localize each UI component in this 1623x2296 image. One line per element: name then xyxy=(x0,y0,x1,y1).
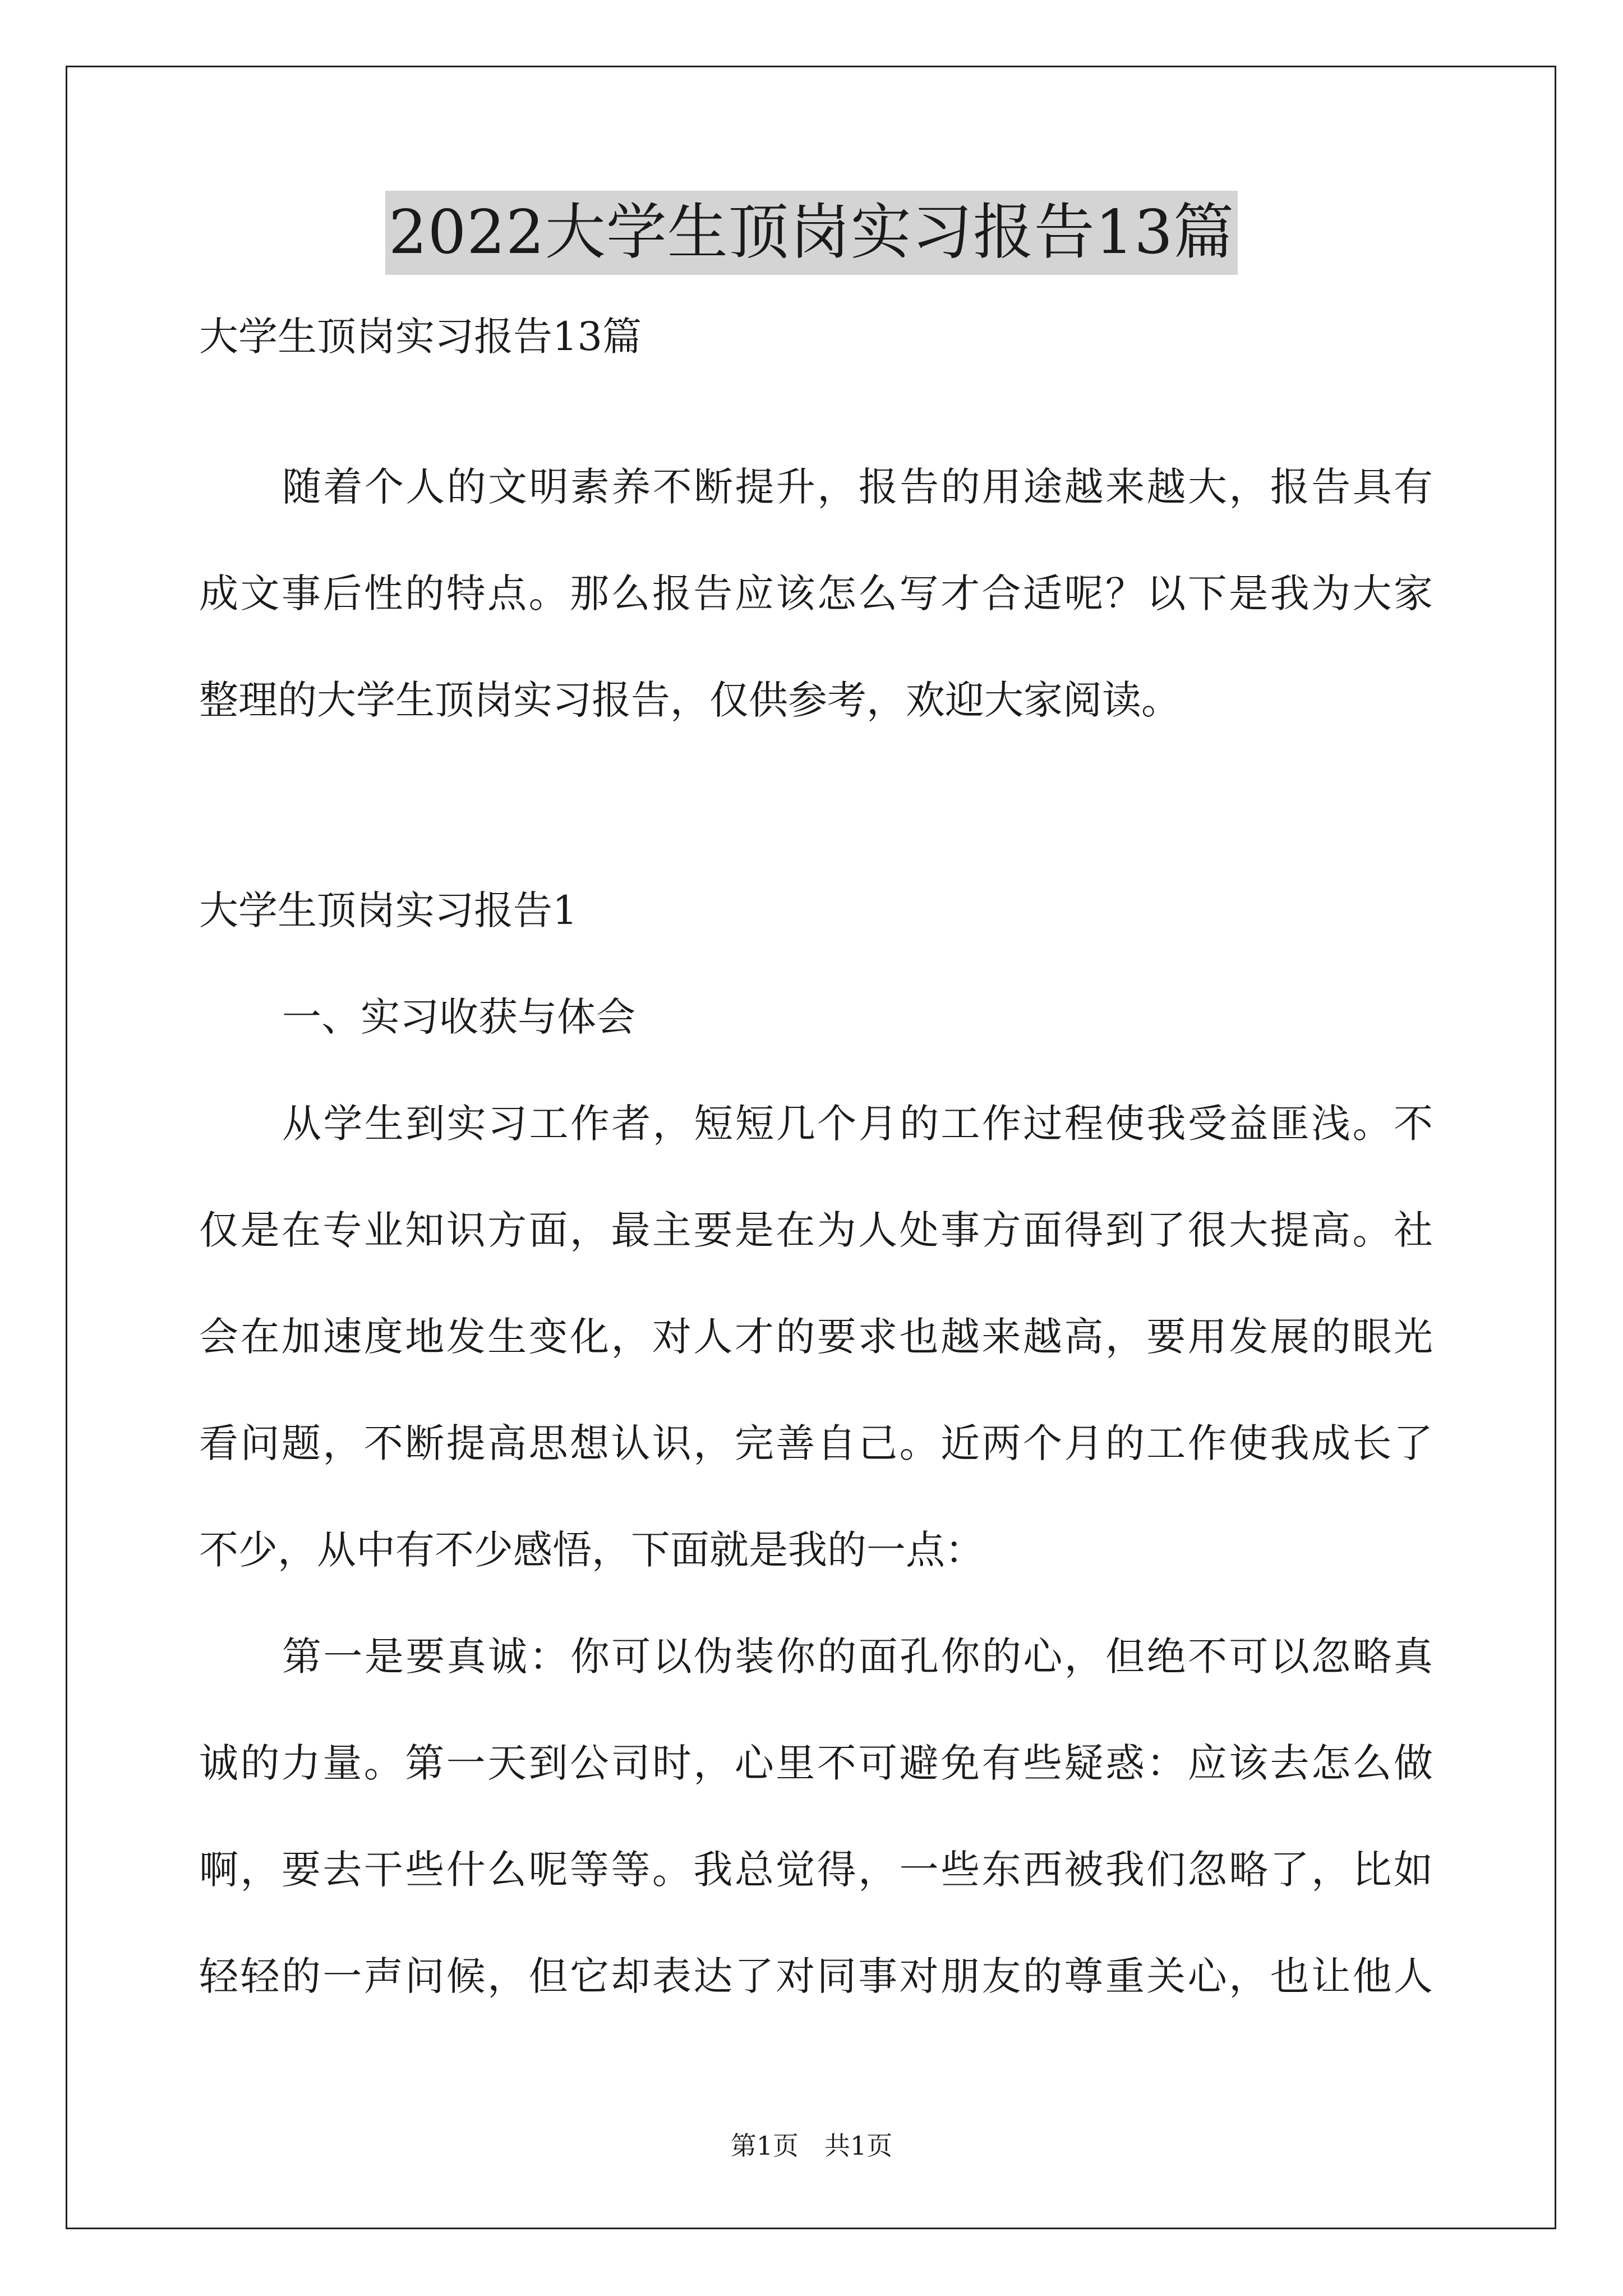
paragraph-line: 看问题，不断提高思想认识，完善自己。近两个月的工作使我成长了 xyxy=(199,1420,1433,1466)
paragraph-line: 仅是在专业知识方面，最主要是在为人处事方面得到了很大提高。社 xyxy=(199,1207,1433,1253)
paragraph-line: 从学生到实习工作者，短短几个月的工作过程使我受益匪浅。不 xyxy=(282,1101,1433,1147)
intro-line: 整理的大学生顶岗实习报告，仅供参考，欢迎大家阅读。 xyxy=(199,677,1181,723)
paragraph-line: 第一是要真诚：你可以伪装你的面孔你的心，但绝不可以忽略真 xyxy=(282,1634,1433,1680)
paragraph-line: 不少，从中有不少感悟，下面就是我的一点： xyxy=(199,1527,984,1573)
title-container xyxy=(0,191,1623,275)
paragraph-line: 啊，要去干些什么呢等等。我总觉得，一些东西被我们忽略了，比如 xyxy=(199,1847,1433,1893)
subsection-heading: 一、实习收获与体会 xyxy=(282,994,635,1040)
section-heading: 大学生顶岗实习报告1 xyxy=(199,887,578,933)
paragraph-line: 轻轻的一声问候，但它却表达了对同事对朋友的尊重关心，也让他人 xyxy=(199,1953,1433,1999)
paragraph-line: 诚的力量。第一天到公司时，心里不可避免有些疑惑：应该去怎么做 xyxy=(199,1740,1433,1786)
page-footer: 第1页 共1页 xyxy=(730,2131,893,2161)
paragraph-line: 会在加速度地发生变化，对人才的要求也越来越高，要用发展的眼光 xyxy=(199,1314,1433,1360)
document-subtitle: 大学生顶岗实习报告13篇 xyxy=(199,314,642,360)
document-title: 2022大学生顶岗实习报告13篇 xyxy=(385,191,1238,275)
intro-line: 随着个人的文明素养不断提升，报告的用途越来越大，报告具有 xyxy=(282,464,1433,510)
intro-line: 成文事后性的特点。那么报告应该怎么写才合适呢？以下是我为大家 xyxy=(199,570,1433,616)
